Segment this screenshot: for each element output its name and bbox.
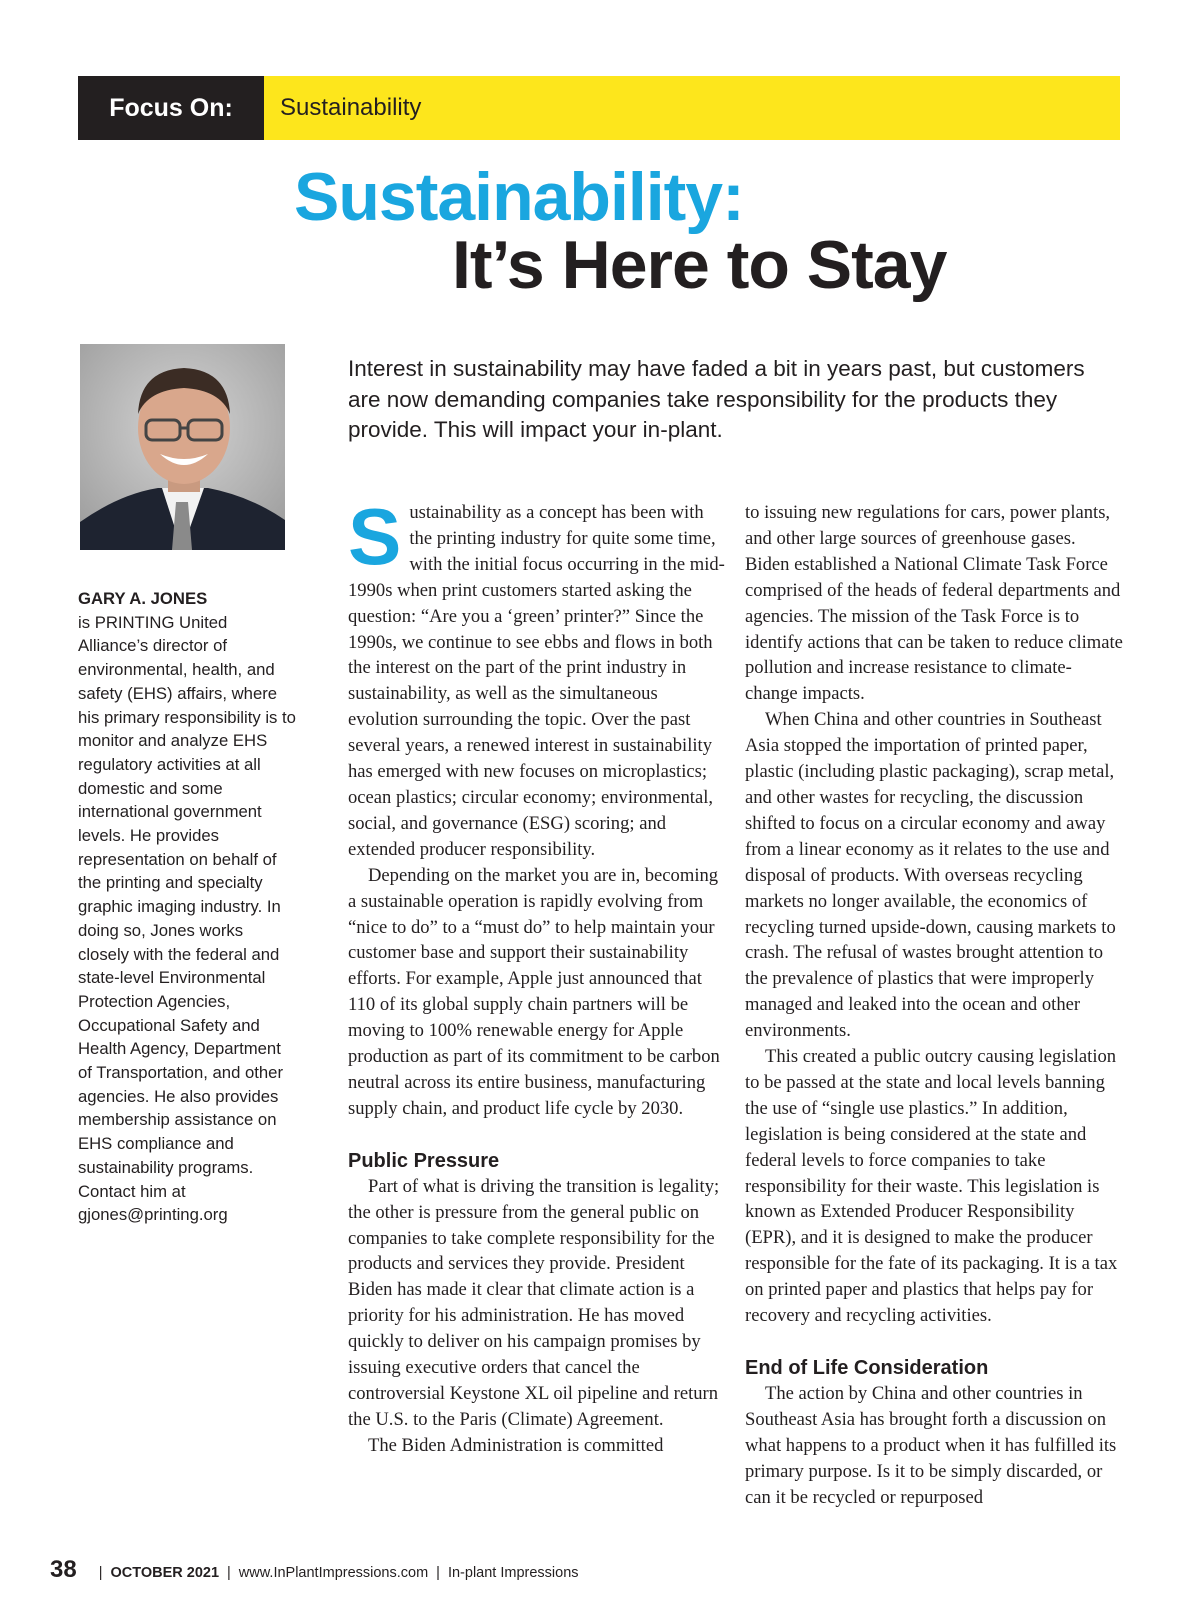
footer-separator: | xyxy=(98,1565,103,1581)
footer-separator: | xyxy=(227,1565,231,1581)
author-bio-text: is PRINTING United Alliance’s director of environmental, health, and safety (EHS) affairs, where his primary responsibility is to monitor and analyze EHS regulatory activities at all domestic and some international government levels. He provides representation on behalf of the printing and specialty graphic imaging industry. In doing so, Jones works closely with the federal and state-level Environmental Protection Agencies, Occupational Safety and Health Agency, Department of Transportation, and other agencies. He also provides membership assistance on EHS compliance and sustainability programs. Contact him at gjones@printing.org xyxy=(78,612,296,1225)
author-photo xyxy=(80,344,285,550)
publication-name: In-plant Impressions xyxy=(447,1565,579,1581)
website-link[interactable]: www.InPlantImpressions.com xyxy=(238,1565,429,1581)
author-bio xyxy=(78,587,298,1227)
body-paragraph: The Biden Administration is committed xyxy=(368,1434,664,1456)
headline-line2: It’s Here to Stay xyxy=(452,227,947,303)
issue-date: OCTOBER 2021 xyxy=(110,1565,220,1581)
body-paragraph: Part of what is driving the transition is legality; the other is pressure from the general public on companies to take complete responsibility for the products and services they provide. President Biden has made it clear that climate action is a priority for his administration. He has moved quickly to deliver on his campaign promises by issuing executive orders that cancel the controversial Keystone XL oil pipeline and return the U.S. to the Paris (Climate) Agreement. xyxy=(348,1175,720,1430)
focus-on-label: Focus On: xyxy=(78,76,264,140)
section-banner xyxy=(78,76,1120,140)
author-name: GARY A. JONES xyxy=(78,589,208,608)
body-paragraph: When China and other countries in Southeast Asia stopped the importation of printed paper, plastic (including plastic packaging), scrap metal, and other wastes for recycling, the discussion shifted to focus on a circular economy and away from a linear economy as it relates to the use and disposal of products. With overseas recycling markets no longer available, the economics of recycling turned upside-down, causing markets to crash. The refusal of wastes brought attention to the prevalence of plastics that were improperly managed and leaked into the ocean and other environments. xyxy=(745,709,1116,1042)
body-paragraph: to issuing new regulations for cars, power plants, and other large sources of greenhouse gases. Biden established a National Climate Task Force comprised of the heads of federal departments and agencies. The mission of the Task Force is to identify actions that can be taken to reduce climate pollution and increase resistance to climate-change impacts. xyxy=(745,502,1123,705)
body-paragraph: Depending on the market you are in, becoming a sustainable operation is rapidly evolving from “nice to do” to a “must do” to help maintain your customer base and support their sustainability efforts. For example, Apple just announced that 110 of its global supply chain partners will be moving to 100% renewable energy for Apple production as part of its commitment to be carbon neutral across its entire business, manufacturing supply chain, and product life cycle by 2030. xyxy=(348,864,720,1119)
drop-cap: S xyxy=(348,492,402,581)
article-column-1 xyxy=(348,492,726,1459)
page-number: 38 xyxy=(50,1556,77,1583)
body-paragraph: The action by China and other countries in Southeast Asia has brought forth a discussion on what happens to a product when it has fulfilled its primary purpose. Is it to be simply discarded, or can it be recycled or repurposed xyxy=(745,1383,1117,1508)
page-footer xyxy=(50,1556,579,1584)
body-paragraph: This created a public outcry causing legislation to be passed at the state and local levels banning the use of “single use plastics.” In addition, legislation is being considered at the state and federal levels to force companies to take responsibility for their waste. This legislation is known as Extended Producer Responsibility (EPR), and it is designed to make the producer responsible for the fate of its packaging. It is a tax on printed paper and plastics that helps pay for recovery and recycling activities. xyxy=(745,1046,1118,1327)
footer-separator: | xyxy=(436,1565,440,1581)
subhead-public-pressure: Public Pressure xyxy=(348,1149,500,1172)
article-column-2 xyxy=(745,500,1123,1511)
section-topic: Sustainability xyxy=(264,76,1120,140)
headline-line1: Sustainability: xyxy=(294,159,744,235)
article-deck: Interest in sustainability may have faded a bit in years past, but customers are now demanding companies take responsibility for the products they provide. This will impact your in-plant. xyxy=(348,356,1085,442)
body-paragraph: Sustainability as a concept has been with the printing industry for quite some time, with the initial focus occurring in the mid-1990s when print customers started asking the question: “Are you a ‘green’ printer?” Since the 1990s, we continue to see ebbs and flows in both the interest on the part of the print industry in sustainability, as well as the simultaneous evolution surrounding the topic. Over the past several years, a renewed interest in sustainability has emerged with new focuses on microplastics; ocean plastics; circular economy; environmental, social, and governance (ESG) scoring; and extended producer responsibility. xyxy=(348,492,725,860)
subhead-end-of-life: End of Life Consideration xyxy=(745,1357,989,1379)
